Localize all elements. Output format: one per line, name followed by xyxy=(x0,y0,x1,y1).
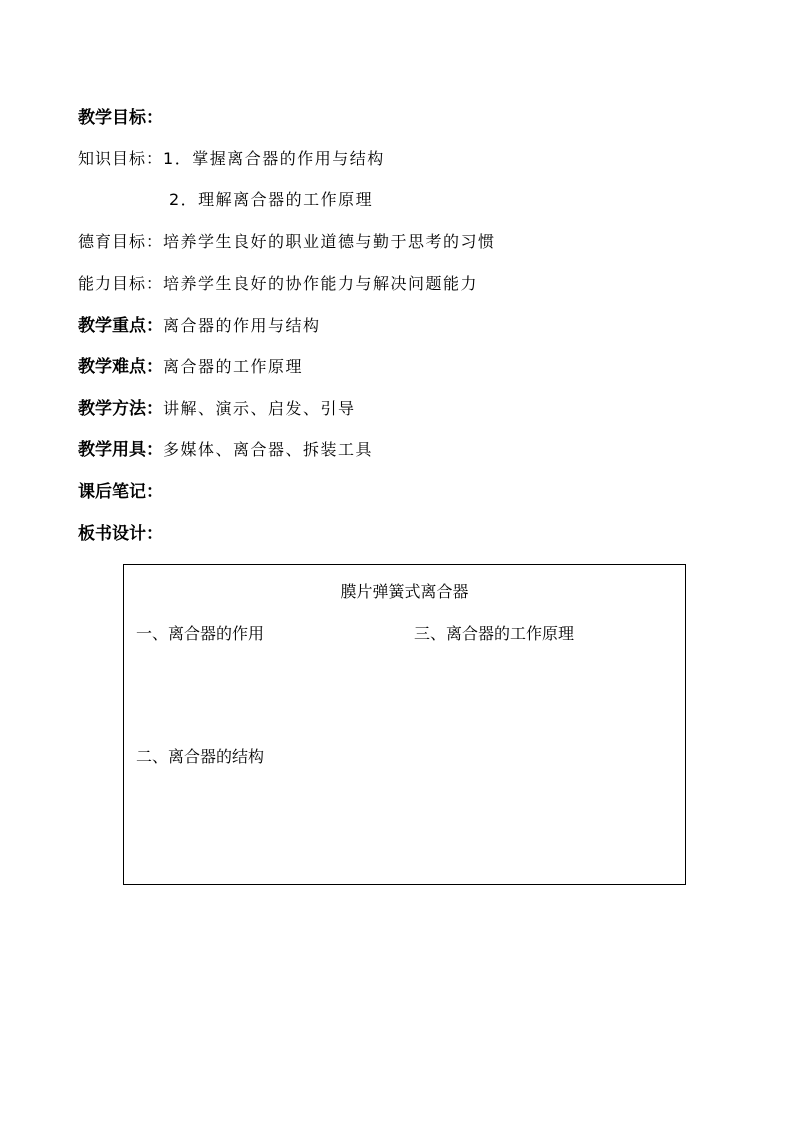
difficulty-label: 教学难点： xyxy=(78,357,163,377)
knowledge-objective-label: 知识目标： xyxy=(78,149,164,168)
knowledge-objective-line-2 xyxy=(169,188,373,212)
key-point-line xyxy=(78,314,321,338)
difficulty-line xyxy=(78,355,303,379)
board-design-box xyxy=(123,564,686,885)
key-point-text: 离合器的作用与结构 xyxy=(163,316,321,335)
moral-objective-label: 德育目标： xyxy=(78,232,164,251)
tools-line xyxy=(78,438,373,462)
tools-text: 多媒体、离合器、拆装工具 xyxy=(163,440,374,459)
knowledge-objective-item-2: 2．理解离合器的工作原理 xyxy=(169,190,374,209)
difficulty-text: 离合器的工作原理 xyxy=(163,357,304,376)
board-design-label: 板书设计： xyxy=(78,524,163,544)
objectives-heading-line xyxy=(78,106,163,130)
ability-objective-line xyxy=(78,272,478,296)
methods-line xyxy=(78,397,356,421)
key-point-label: 教学重点： xyxy=(78,316,163,336)
ability-objective-text: 培养学生良好的协作能力与解决问题能力 xyxy=(163,274,479,293)
board-title: 膜片弹簧式离合器 xyxy=(340,582,469,601)
moral-objective-text: 培养学生良好的职业道德与勤于思考的习惯 xyxy=(163,232,496,251)
moral-objective-line xyxy=(78,230,496,254)
methods-text: 讲解、演示、启发、引导 xyxy=(163,399,356,418)
methods-label: 教学方法： xyxy=(78,399,163,419)
board-section-3: 三、离合器的工作原理 xyxy=(414,624,575,643)
objectives-heading: 教学目标： xyxy=(78,108,163,128)
ability-objective-label: 能力目标： xyxy=(78,274,164,293)
board-design-line xyxy=(78,522,163,546)
notes-label: 课后笔记： xyxy=(78,482,163,502)
knowledge-objective-item-1: 1．掌握离合器的作用与结构 xyxy=(163,149,385,168)
knowledge-objective-line xyxy=(78,147,385,171)
notes-line xyxy=(78,480,163,504)
board-section-2: 二、离合器的结构 xyxy=(136,747,265,766)
board-section-1: 一、离合器的作用 xyxy=(136,624,265,643)
tools-label: 教学用具： xyxy=(78,440,163,460)
